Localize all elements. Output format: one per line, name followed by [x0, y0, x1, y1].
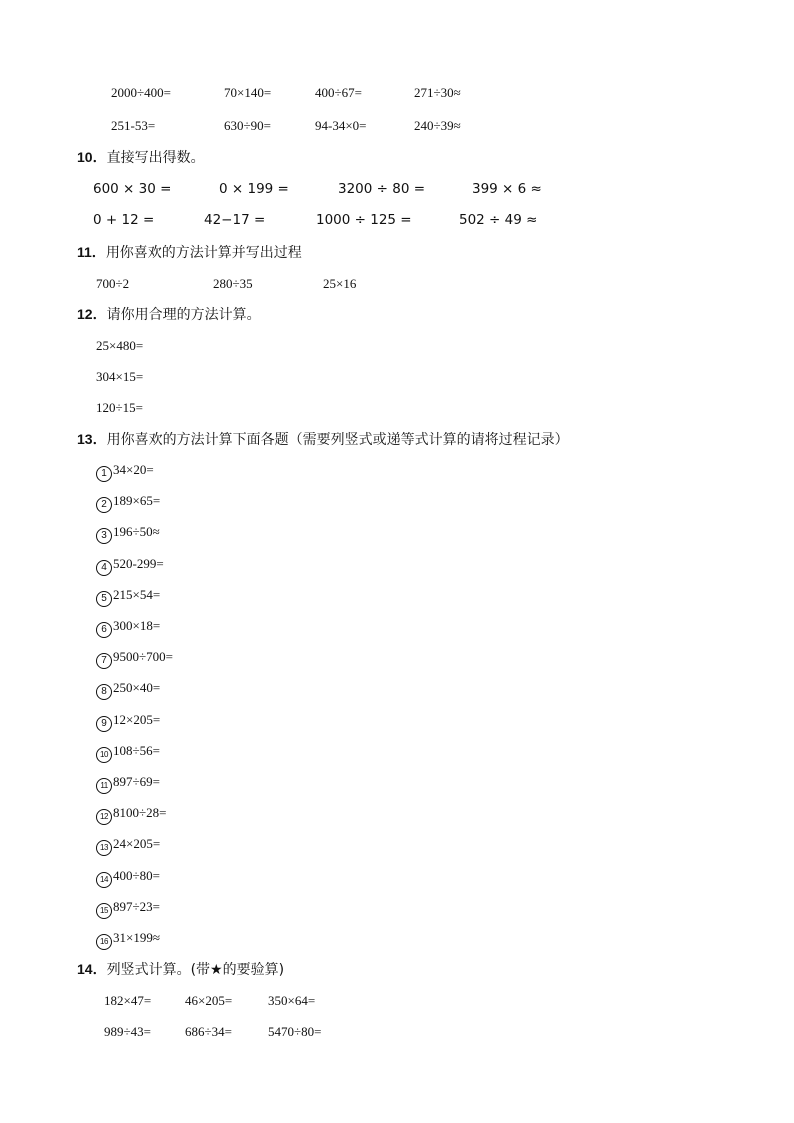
q13-item-expression: 8100÷28=	[113, 805, 167, 820]
circled-number-marker: 11	[96, 778, 112, 794]
question-11-title	[77, 243, 302, 262]
q13-item-expression: 189×65=	[113, 493, 161, 508]
q14-row-2-item-2: 686÷34=	[185, 1024, 232, 1039]
question-14-title	[77, 960, 284, 979]
q10-row-1-item-4: 399 × 6 ≈	[472, 181, 542, 197]
q11-item-1: 700÷2	[96, 276, 130, 291]
q14-row-2-item-1: 989÷43=	[104, 1024, 151, 1039]
circled-number-marker: 5	[96, 591, 112, 607]
q10-row-1-item-2: 0 × 199 =	[219, 181, 289, 197]
question-14-number: 14．	[77, 961, 107, 977]
q12-item-3: 120÷15=	[96, 400, 143, 415]
circled-number-marker: 10	[96, 747, 112, 763]
q13-item	[96, 743, 160, 763]
q12-item-1: 25×480=	[96, 338, 144, 353]
circled-number-marker: 2	[96, 497, 112, 513]
q14-row-1-item-3: 350×64=	[268, 993, 316, 1008]
circled-number-marker: 15	[96, 903, 112, 919]
top-row-1-item-1: 2000÷400=	[111, 85, 171, 100]
q13-item	[96, 868, 160, 888]
q13-item-expression: 24×205=	[113, 836, 161, 851]
question-14-text: 列竖式计算。(带★的要验算)	[106, 962, 285, 978]
circled-number-marker: 13	[96, 840, 112, 856]
circled-number-marker: 6	[96, 622, 112, 638]
q13-item	[96, 712, 160, 732]
q10-row-1-item-1: 600 × 30 =	[93, 181, 172, 197]
q10-row-2-item-2: 42−17 =	[204, 212, 266, 228]
q13-item-expression: 897÷69=	[113, 774, 160, 789]
q10-row-2-item-3: 1000 ÷ 125 =	[316, 212, 412, 228]
top-row-2-item-4: 240÷39≈	[414, 118, 461, 133]
q10-row-1-item-3: 3200 ÷ 80 =	[338, 181, 426, 197]
top-row-2-item-2: 630÷90=	[224, 118, 271, 133]
q14-row-2-item-3: 5470÷80=	[268, 1024, 322, 1039]
top-row-2-item-1: 251-53=	[111, 118, 156, 133]
q10-row-2-item-4: 502 ÷ 49 ≈	[459, 212, 538, 228]
question-13-text: 用你喜欢的方法计算下面各题（需要列竖式或递等式计算的请将过程记录）	[106, 432, 569, 448]
q13-item-expression: 897÷23=	[113, 899, 160, 914]
question-13-title	[77, 430, 569, 449]
q14-row-1-item-2: 46×205=	[185, 993, 233, 1008]
circled-number-marker: 3	[96, 528, 112, 544]
q13-item-expression: 34×20=	[113, 462, 154, 477]
question-10-number: 10．	[77, 149, 107, 165]
circled-number-marker: 1	[96, 466, 112, 482]
q13-item-expression: 520-299=	[113, 556, 164, 571]
q13-item-expression: 108÷56=	[113, 743, 160, 758]
q13-item	[96, 899, 160, 919]
question-12-title	[77, 305, 261, 324]
q13-item-expression: 300×18=	[113, 618, 161, 633]
circled-number-marker: 9	[96, 716, 112, 732]
question-10-text: 直接写出得数。	[106, 150, 205, 166]
q13-item-expression: 196÷50≈	[113, 524, 160, 539]
q13-item	[96, 649, 173, 669]
q13-item-expression: 9500÷700=	[113, 649, 173, 664]
q13-item	[96, 774, 160, 794]
question-10-title	[77, 148, 205, 167]
q13-item	[96, 493, 160, 513]
question-13-number: 13．	[77, 431, 107, 447]
q13-item-expression: 400÷80=	[113, 868, 160, 883]
question-11-number: 11．	[77, 244, 106, 260]
q13-item-expression: 12×205=	[113, 712, 161, 727]
question-12-text: 请你用合理的方法计算。	[106, 307, 261, 323]
q11-item-2: 280÷35	[213, 276, 253, 291]
top-row-1-item-2: 70×140=	[224, 85, 272, 100]
q13-item-expression: 31×199≈	[113, 930, 160, 945]
circled-number-marker: 14	[96, 872, 112, 888]
circled-number-marker: 4	[96, 560, 112, 576]
q13-item	[96, 587, 160, 607]
circled-number-marker: 16	[96, 934, 112, 950]
q13-item	[96, 618, 160, 638]
q13-item	[96, 524, 160, 544]
q13-item	[96, 836, 160, 856]
q14-row-1-item-1: 182×47=	[104, 993, 152, 1008]
circled-number-marker: 7	[96, 653, 112, 669]
q13-item-expression: 250×40=	[113, 680, 161, 695]
q13-item	[96, 805, 166, 825]
top-row-2-item-3: 94-34×0=	[315, 118, 367, 133]
q13-item	[96, 462, 154, 482]
q13-item	[96, 680, 160, 700]
circled-number-marker: 8	[96, 684, 112, 700]
circled-number-marker: 12	[96, 809, 112, 825]
q13-item	[96, 556, 164, 576]
q13-item-expression: 215×54=	[113, 587, 161, 602]
q13-item	[96, 930, 160, 950]
q12-item-2: 304×15=	[96, 369, 144, 384]
top-row-1-item-3: 400÷67=	[315, 85, 362, 100]
question-11-text: 用你喜欢的方法计算并写出过程	[105, 245, 302, 261]
q10-row-2-item-1: 0 + 12 =	[93, 212, 155, 228]
question-12-number: 12．	[77, 306, 107, 322]
q11-item-3: 25×16	[323, 276, 357, 291]
top-row-1-item-4: 271÷30≈	[414, 85, 461, 100]
